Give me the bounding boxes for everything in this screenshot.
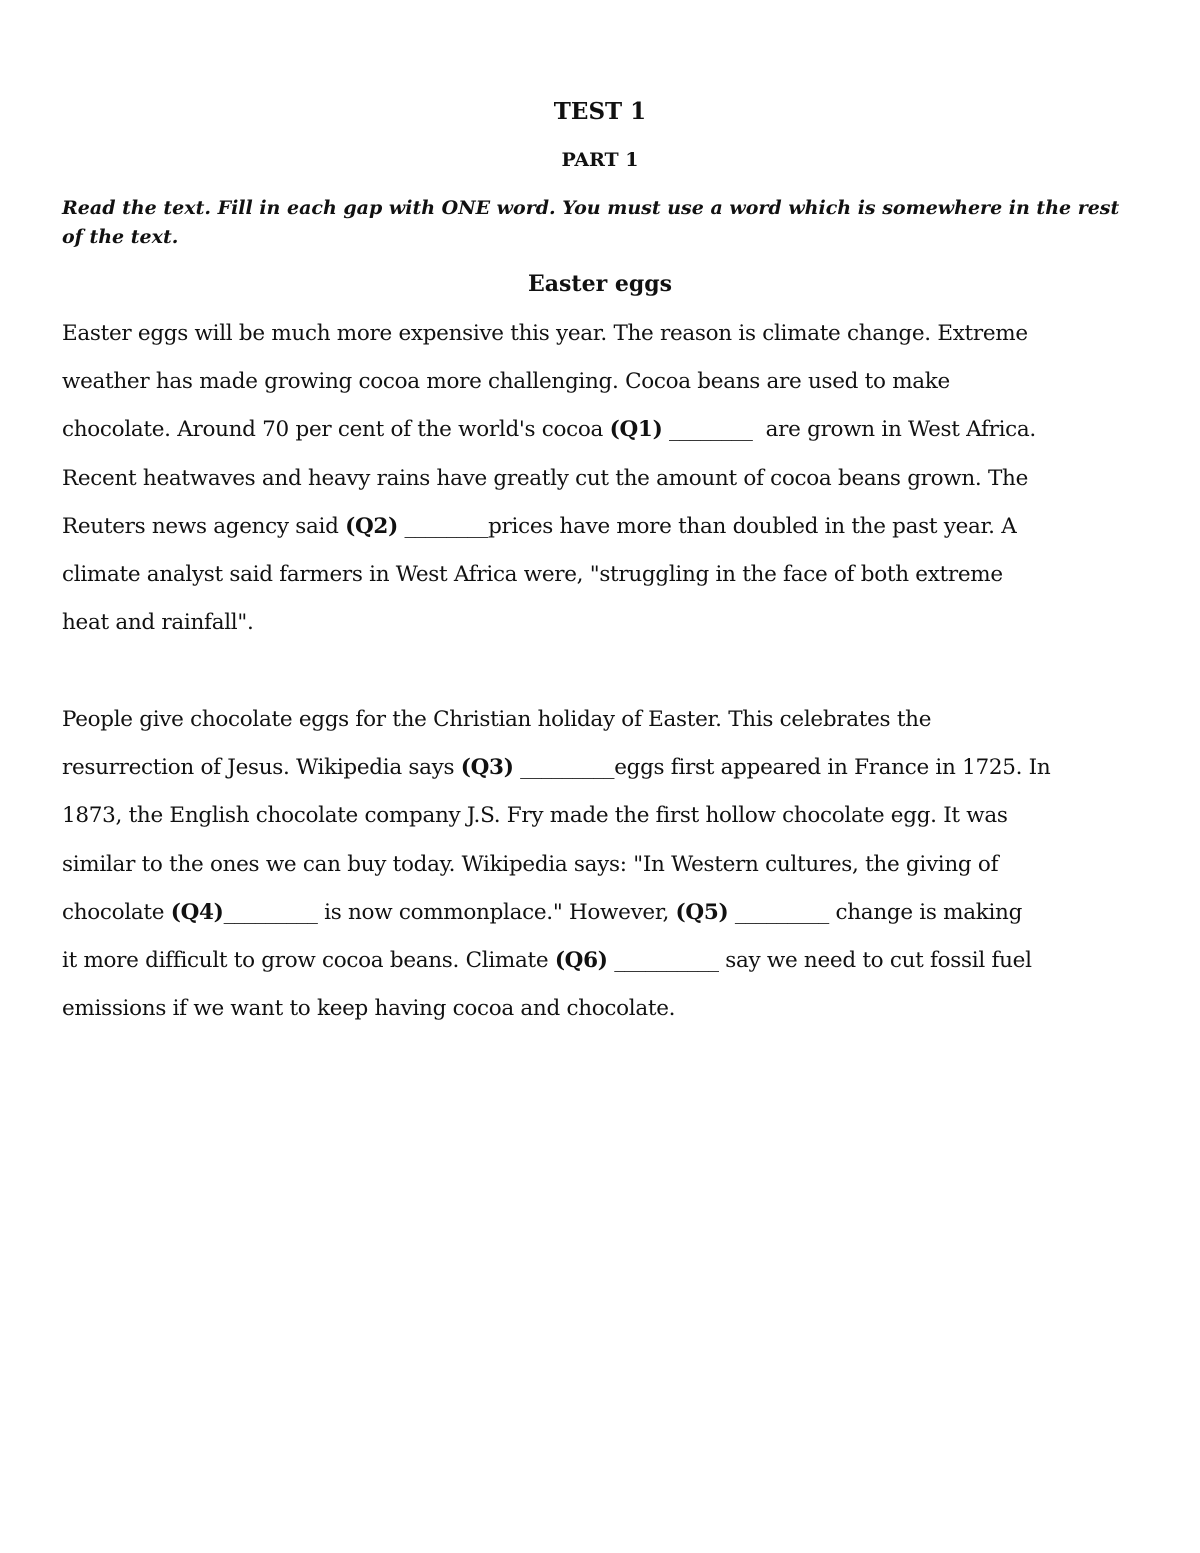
paragraph-line: People give chocolate eggs for the Christian holiday of Easter. This celebrates the xyxy=(62,707,932,732)
answer-gap-q4[interactable]: _________ xyxy=(223,899,318,925)
question-label-q5: (Q5) xyxy=(675,899,729,925)
paragraph-line: similar to the ones we can buy today. Wikipedia says: "In Western cultures, the giving of xyxy=(62,851,999,877)
paragraph-1 xyxy=(62,310,1142,647)
paragraph-line xyxy=(62,503,1142,551)
paragraph-line: emissions if we want to keep having cocoa and chocolate. xyxy=(62,996,676,1022)
answer-gap-q6[interactable]: __________ xyxy=(607,948,719,974)
text-segment: say we need to cut fossil fuel xyxy=(718,948,1032,974)
text-segment: chocolate. Around 70 per cent of the world's cocoa xyxy=(62,417,610,443)
answer-gap-q3[interactable]: _________ xyxy=(513,755,615,781)
paragraph-line xyxy=(62,744,1142,792)
paragraph-line xyxy=(62,937,1142,985)
question-label-q2: (Q2) xyxy=(345,513,398,539)
test-title: TEST 1 xyxy=(553,98,647,125)
passage-title: Easter eggs xyxy=(528,271,672,297)
paragraph-line: climate analyst said farmers in West Africa were, "struggling in the face of both extreme xyxy=(62,562,1003,588)
text-segment: is now commonplace." However, xyxy=(317,899,676,925)
paragraph-line: heat and rainfall". xyxy=(62,610,254,636)
paragraph-line xyxy=(62,406,1142,454)
paragraph-line xyxy=(62,889,1142,937)
question-label-q3: (Q3) xyxy=(460,755,514,781)
text-segment: resurrection of Jesus. Wikipedia says xyxy=(62,755,461,781)
question-label-q6: (Q6) xyxy=(554,948,608,974)
paragraph-2 xyxy=(62,696,1142,1033)
paragraph-line: 1873, the English chocolate company J.S. Fry made the first hollow chocolate egg. It was xyxy=(62,803,1008,829)
question-label-q4: (Q4) xyxy=(170,899,224,925)
text-segment: chocolate xyxy=(62,899,171,925)
paragraph-line: weather has made growing cocoa more challenging. Cocoa beans are used to make xyxy=(62,369,950,395)
text-segment: Reuters news agency said xyxy=(62,513,346,539)
part-title: PART 1 xyxy=(561,149,639,171)
text-segment: it more difficult to grow cocoa beans. Climate xyxy=(62,948,555,974)
text-segment: eggs first appeared in France in 1725. In xyxy=(614,755,1051,781)
question-label-q1: (Q1) xyxy=(609,417,663,443)
paragraph-line: Recent heatwaves and heavy rains have greatly cut the amount of cocoa beans grown. The xyxy=(62,465,1029,491)
instructions: Read the text. Fill in each gap with ONE word. You must use a word which is somewhere in the rest of the text. xyxy=(62,197,1120,248)
answer-gap-q1[interactable]: ________ xyxy=(662,417,760,443)
text-segment: change is making xyxy=(828,899,1023,925)
text-segment: prices have more than doubled in the past year. A xyxy=(488,513,1017,539)
answer-gap-q2[interactable]: ________ xyxy=(397,513,489,539)
text-segment: are grown in West Africa. xyxy=(759,417,1036,443)
answer-gap-q5[interactable]: _________ xyxy=(728,899,829,925)
paragraph-line: Easter eggs will be much more expensive this year. The reason is climate change. Extreme xyxy=(62,321,1028,346)
